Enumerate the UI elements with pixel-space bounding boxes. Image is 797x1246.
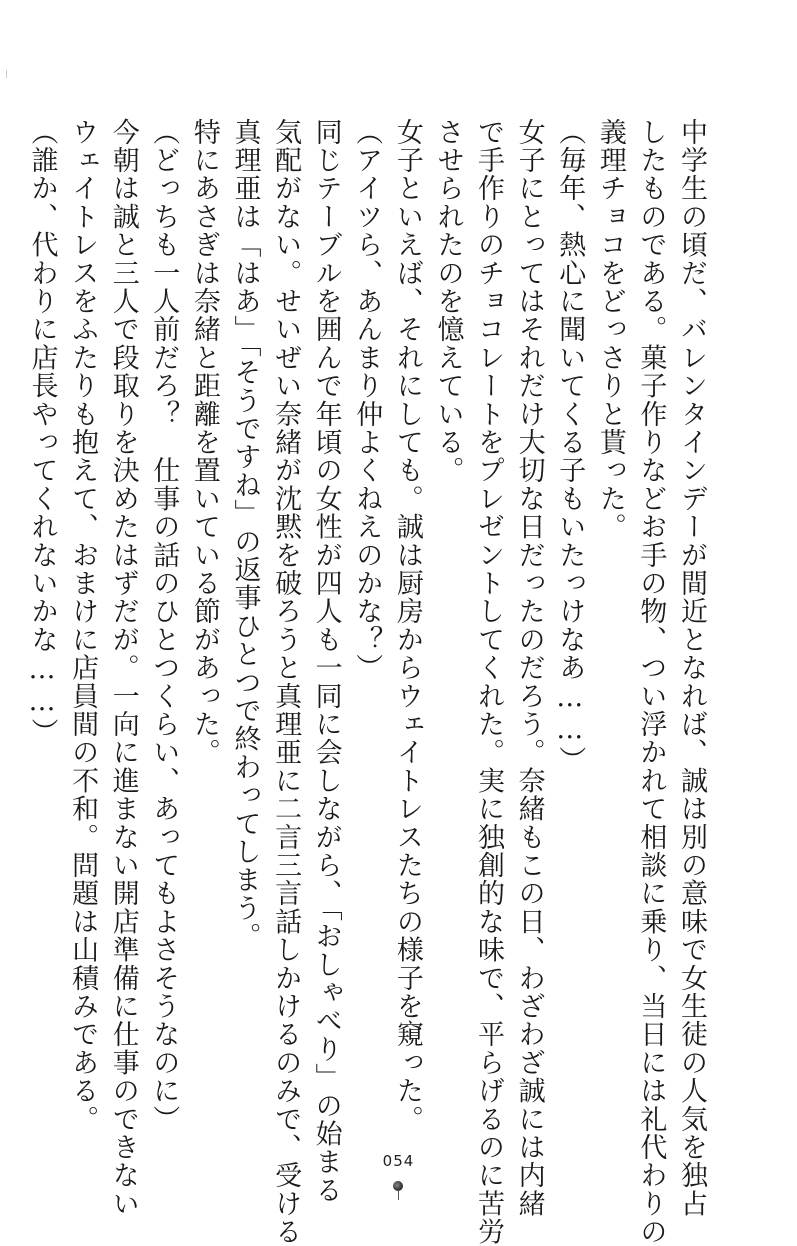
text-line: したものである。菓子作りなどお手の物、つい浮かれて相談に乗り、当日には礼代わりの <box>635 118 667 1246</box>
text-line: 真理亜は「はあ」「そうですね」の返事ひとつで終わってしまう。 <box>229 118 261 951</box>
page-ornament-dot <box>393 1181 403 1191</box>
text-line: 特にあさぎは奈緒と距離を置いている節があった。 <box>188 118 220 767</box>
text-line: （どっちも一人前だろ？ 仕事の話のひとつくらい、あってもよさそうなのに） <box>148 118 180 1134</box>
text-line: させられたのを憶えている。 <box>432 118 464 485</box>
text-line: 女子にとってはそれだけ大切な日だったのだろう。奈緒もこの日、わざわざ誠には内緒 <box>513 118 545 1218</box>
scan-mark <box>6 70 7 78</box>
text-line: 同じテーブルを囲んで年頃の女性が四人も一同に会しながら、「おしゃべり」の始まる <box>310 118 342 1205</box>
page-number: 054 <box>382 1152 415 1170</box>
page-ornament-stem <box>398 1191 399 1200</box>
text-line: 女子といえば、それにしても。誠は厨房からウェイトレスたちの様子を窺った。 <box>391 118 423 1134</box>
text-line: （誰か、代わりに店長やってくれないかな……） <box>26 118 58 747</box>
text-line: （アイツら、あんまり仲よくねえのかな？） <box>351 118 383 682</box>
text-line: 今朝は誠と三人で段取りを決めたはずだが。一向に進まない開店準備に仕事のできない <box>107 118 139 1218</box>
text-line: で手作りのチョコレートをプレゼントしてくれた。実に独創的な味で、平らげるのに苦労 <box>473 118 505 1246</box>
text-line: 中学生の頃だ、バレンタインデーが間近となれば、誠は別の意味で女生徒の人気を独占 <box>676 118 707 1218</box>
text-line: ウェイトレスをふたりも抱えて、おまけに店員間の不和。問題は山積みである。 <box>67 118 99 1134</box>
text-line: 義理チョコをどっさりと貰った。 <box>594 118 626 541</box>
text-line: 気配がない。せいぜい奈緒が沈黙を破ろうと真理亜に二言三言話しかけるのみで、受ける <box>270 118 302 1246</box>
text-line: （毎年、熱心に聞いてくる子もいたっけなあ……） <box>554 118 586 775</box>
